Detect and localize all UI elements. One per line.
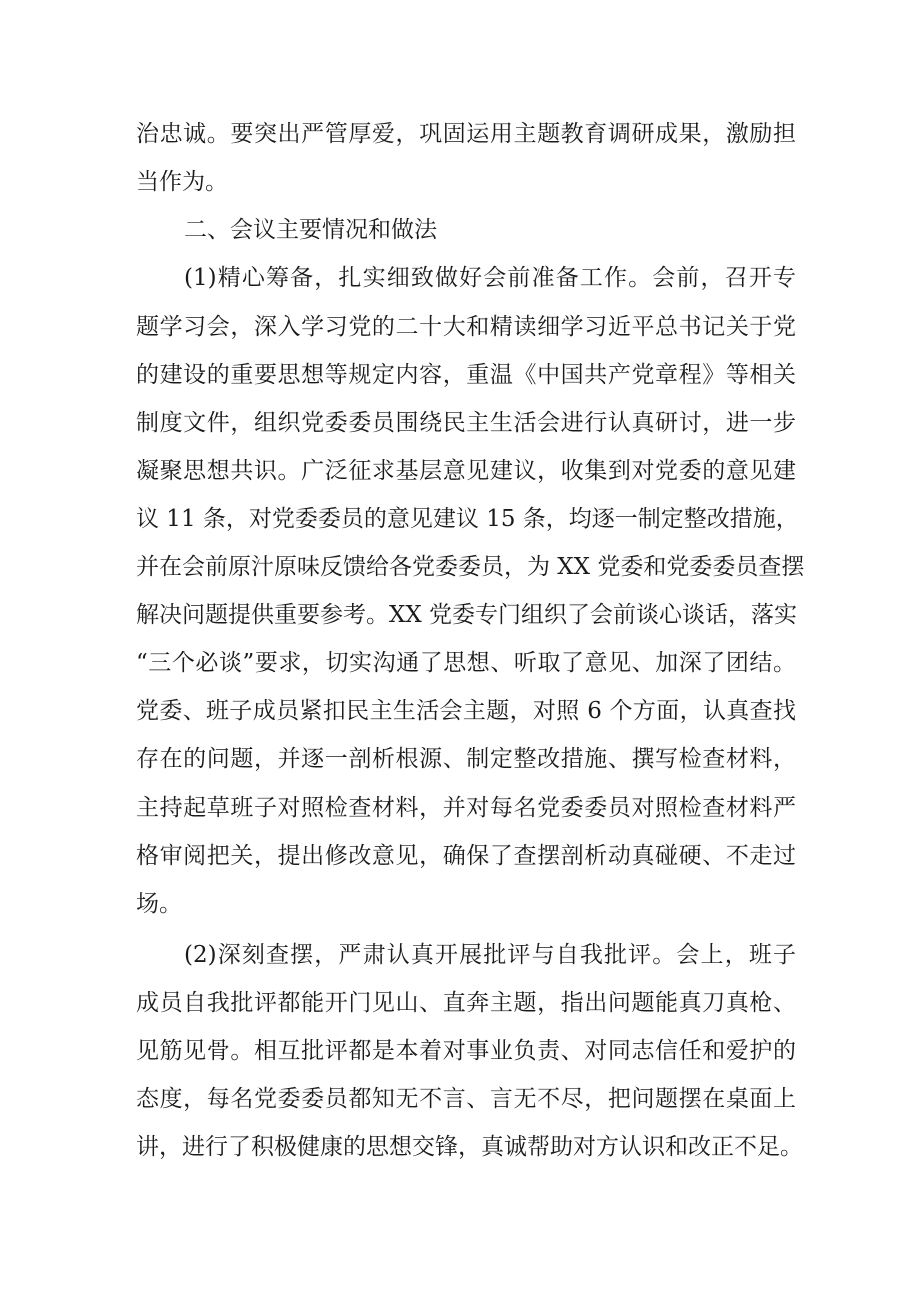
text-line: 见筋见骨。相互批评都是本着对事业负责、对同志信任和爱护的 bbox=[136, 1038, 796, 1064]
text-line: 凝聚思想共识。广泛征求基层意见建议，收集到对党委的意见建 bbox=[136, 458, 796, 484]
text-line: 场。 bbox=[136, 891, 182, 917]
section-heading: 二、会议主要情况和做法 bbox=[184, 217, 437, 243]
text-line: 当作为。 bbox=[136, 169, 228, 195]
paragraph-1-start: (1)精心筹备，扎实细致做好会前准备工作。会前，召开专 bbox=[184, 265, 796, 291]
text-line: 党委、班子成员紧扣民主生活会主题，对照 6 个方面，认真查找 bbox=[136, 698, 796, 724]
text-line: 并在会前原汁原味反馈给各党委委员，为 XX 党委和党委委员查摆 bbox=[136, 554, 805, 580]
text-line: 存在的问题，并逐一剖析根源、制定整改措施、撰写检查材料， bbox=[136, 746, 796, 772]
paragraph-2-start: (2)深刻查摆，严肃认真开展批评与自我批评。会上，班子 bbox=[184, 942, 796, 968]
text-line: 格审阅把关，提出修改意见，确保了查摆剖析动真碰硬、不走过 bbox=[136, 843, 796, 869]
text-line: 讲，进行了积极健康的思想交锋，真诚帮助对方认识和改正不足。 bbox=[136, 1134, 803, 1160]
text-line: 制度文件，组织党委委员围绕民主生活会进行认真研讨，进一步 bbox=[136, 410, 796, 436]
text-line: 解决问题提供重要参考。XX 党委专门组织了会前谈心谈话，落实 bbox=[136, 602, 798, 628]
text-line: “三个必谈”要求，切实沟通了思想、听取了意见、加深了团结。 bbox=[136, 650, 796, 676]
text-line: 主持起草班子对照检查材料，并对每名党委委员对照检查材料严 bbox=[136, 795, 796, 821]
text-line: 议 11 条，对党委委员的意见建议 15 条，均逐一制定整改措施， bbox=[136, 506, 799, 532]
text-line: 题学习会，深入学习党的二十大和精读细学习近平总书记关于党 bbox=[136, 314, 796, 340]
text-line: 治忠诚。要突出严管厚爱，巩固运用主题教育调研成果，激励担 bbox=[136, 121, 796, 147]
text-line: 态度，每名党委委员都知无不言、言无不尽，把问题摆在桌面上 bbox=[136, 1086, 796, 1112]
text-line: 成员自我批评都能开门见山、直奔主题，指出问题能真刀真枪、 bbox=[136, 990, 796, 1016]
text-line: 的建设的重要思想等规定内容，重温《中国共产党章程》等相关 bbox=[136, 362, 796, 388]
